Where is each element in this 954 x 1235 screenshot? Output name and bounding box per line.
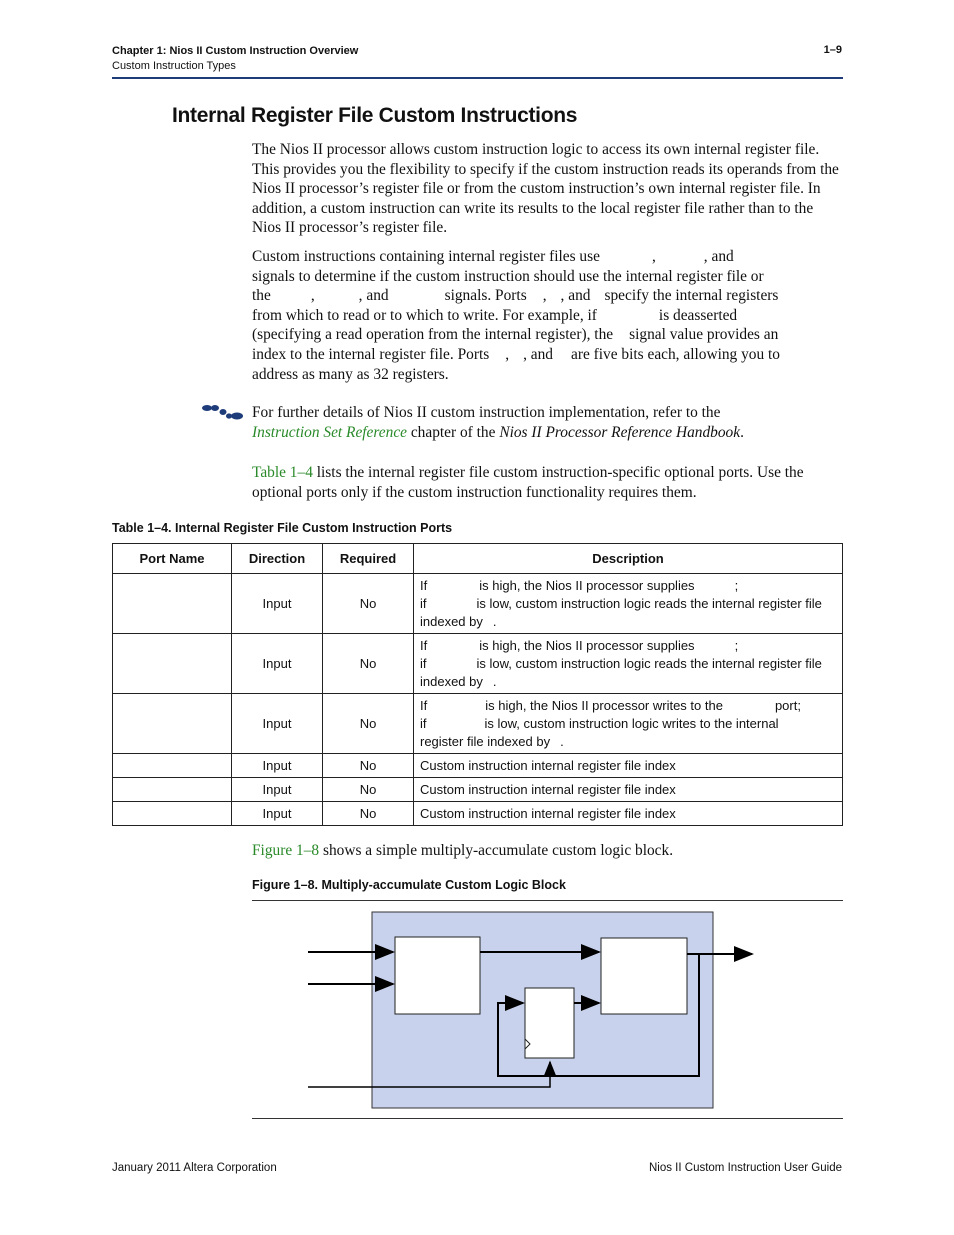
- desc-text: if: [420, 715, 427, 731]
- description-cell: [414, 634, 843, 694]
- note-text: For further details of Nios II custom instruction implementation, refer to the: [252, 404, 721, 421]
- section-title: Custom Instruction Types: [112, 60, 236, 72]
- port-name-cell: [113, 694, 232, 754]
- port-name-cell: [113, 778, 232, 802]
- direction-cell: Input: [232, 694, 323, 754]
- register-block: [525, 988, 574, 1058]
- description-cell: [414, 574, 843, 634]
- p2-text: , and: [703, 248, 734, 265]
- direction-cell: Input: [232, 634, 323, 694]
- p2-text: ,: [505, 345, 510, 363]
- desc-text: If: [420, 637, 428, 653]
- column-header: Port Name: [113, 544, 232, 574]
- direction-cell: Input: [232, 574, 323, 634]
- port-name-cell: [113, 574, 232, 634]
- description-cell: Custom instruction internal register file index: [414, 802, 843, 826]
- required-cell: No: [323, 634, 414, 694]
- note-text: .: [740, 423, 744, 441]
- port-name-cell: [113, 802, 232, 826]
- p2-text: (specifying a read operation from the internal register), the: [252, 326, 614, 344]
- required-cell: No: [323, 694, 414, 754]
- required-cell: No: [323, 802, 414, 826]
- port-name-cell: [113, 634, 232, 694]
- p2-text: , and: [358, 287, 389, 305]
- desc-text: is high, the Nios II processor writes to the: [485, 697, 723, 713]
- figure-bottom-rule: [252, 1118, 843, 1119]
- column-header: Description: [414, 544, 843, 574]
- desc-text: ;: [734, 577, 739, 593]
- p2-text: index to the internal register file. Ports: [252, 345, 490, 363]
- multiplier-block: [395, 937, 480, 1014]
- direction-cell: Input: [232, 778, 323, 802]
- footer-left: January 2011 Altera Corporation: [112, 1162, 277, 1174]
- table-row: [113, 778, 843, 802]
- footnote-arrow-icon: [200, 403, 246, 421]
- desc-text: if: [420, 595, 427, 611]
- desc-text: is high, the Nios II processor supplies: [479, 637, 695, 653]
- running-header: [112, 44, 358, 74]
- desc-text: .: [492, 673, 497, 689]
- desc-text: indexed by: [420, 673, 483, 689]
- desc-text: ;: [734, 637, 739, 653]
- ports-table: [112, 543, 843, 826]
- table-caption: Table 1–4. Internal Register File Custom Instruction Ports: [112, 521, 453, 535]
- p3-text: lists the internal register file custom instruction-specific optional ports. Use the optional ports only if the custom instruction functionality requires them.: [252, 464, 804, 501]
- desc-text: If: [420, 697, 428, 713]
- p2-text: ,: [542, 287, 547, 305]
- handbook-title: Nios II Processor Reference Handbook: [499, 423, 741, 441]
- desc-text: .: [492, 613, 497, 629]
- direction-cell: Input: [232, 802, 323, 826]
- header-rule: [112, 77, 843, 79]
- column-header: Required: [323, 544, 414, 574]
- description-cell: Custom instruction internal register file index: [414, 754, 843, 778]
- p2-text: ,: [651, 248, 656, 265]
- description-cell: Custom instruction internal register file index: [414, 778, 843, 802]
- chapter-title: Chapter 1: Nios II Custom Instruction Overview: [112, 45, 359, 57]
- desc-text: if: [420, 655, 427, 671]
- p2-text: the: [252, 287, 271, 305]
- p4-text: shows a simple multiply-accumulate custom logic block.: [319, 842, 674, 859]
- table-row: [113, 694, 843, 754]
- p2-text: signals. Ports: [444, 287, 527, 305]
- figure-1-8-link[interactable]: Figure 1–8: [252, 842, 320, 859]
- desc-text: is low, custom instruction logic writes to the internal: [484, 715, 779, 731]
- desc-text: indexed by: [420, 613, 483, 629]
- table-intro-paragraph: [252, 463, 844, 502]
- desc-text: .: [560, 733, 564, 749]
- figure-intro-paragraph: [252, 841, 844, 861]
- figure-caption: Figure 1–8. Multiply-accumulate Custom Logic Block: [252, 878, 566, 892]
- p2-text: Custom instructions containing internal register files use: [252, 248, 600, 265]
- intro-paragraph: The Nios II processor allows custom instruction logic to access its own internal register file. This provides you the flexibility to specify if the custom instruction reads its operands from the Nios II processor’s register file or from the custom instruction’s own internal register file. In addition, a custom instruction can write its results to the local register file rather than to the Nios II processor’s register file.: [252, 141, 839, 237]
- port-name-cell: [113, 754, 232, 778]
- note-text: chapter of the: [407, 423, 500, 441]
- p2-text: specify the internal registers: [604, 287, 779, 305]
- table-row: [113, 754, 843, 778]
- required-cell: No: [323, 754, 414, 778]
- reference-note: [252, 403, 844, 442]
- table-row: [113, 802, 843, 826]
- multiply-accumulate-diagram: [252, 900, 844, 1120]
- desc-text: is low, custom instruction logic reads the internal register file: [476, 595, 822, 611]
- table-row: [113, 574, 843, 634]
- table-header-row: [113, 544, 843, 574]
- footer-right: Nios II Custom Instruction User Guide: [648, 1162, 842, 1174]
- description-cell: [414, 694, 843, 754]
- p2-text: , and: [523, 345, 553, 363]
- p2-text: are five bits each, allowing you to: [571, 345, 780, 363]
- p2-text: address as many as 32 registers.: [252, 365, 449, 383]
- direction-cell: Input: [232, 754, 323, 778]
- p2-text: signal value provides an: [629, 326, 779, 344]
- signals-paragraph: [252, 247, 844, 384]
- desc-text: is low, custom instruction logic reads the internal register file: [476, 655, 822, 671]
- instruction-set-reference-link[interactable]: Instruction Set Reference: [252, 423, 407, 441]
- page-title: Internal Register File Custom Instructions: [172, 104, 578, 127]
- column-header: Direction: [232, 544, 323, 574]
- page-number: 1–9: [823, 44, 842, 56]
- p2-text: ,: [310, 287, 315, 305]
- p2-text: , and: [560, 287, 591, 305]
- desc-text: port;: [774, 697, 801, 713]
- p2-text: signals to determine if the custom instruction should use the internal register file or: [252, 267, 764, 285]
- required-cell: No: [323, 574, 414, 634]
- desc-text: If: [420, 577, 428, 593]
- table-row: [113, 634, 843, 694]
- desc-text: register file indexed by: [420, 733, 551, 749]
- adder-block: [601, 938, 687, 1014]
- p2-text: from which to read or to which to write. For example, if: [252, 306, 597, 324]
- required-cell: No: [323, 778, 414, 802]
- p2-text: is deasserted: [658, 306, 738, 324]
- table-1-4-link[interactable]: Table 1–4: [252, 464, 313, 481]
- desc-text: is high, the Nios II processor supplies: [479, 577, 695, 593]
